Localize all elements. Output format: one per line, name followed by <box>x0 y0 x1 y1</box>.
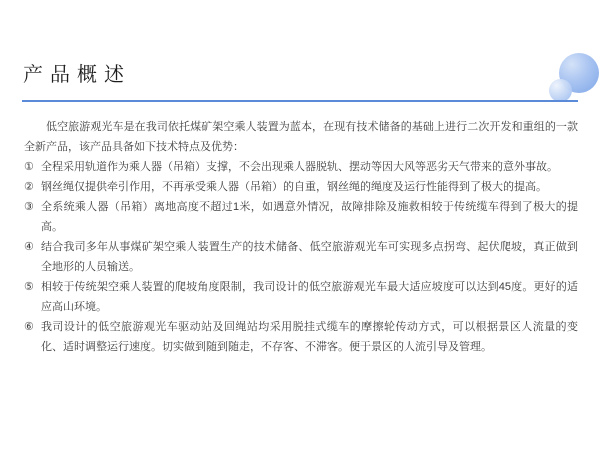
feature-item-6 <box>24 317 578 357</box>
feature-text: 全程采用轨道作为乘人器（吊箱）支撑，不会出现乘人器脱轨、摆动等因大风等恶劣天气带来的意外事故。 <box>41 161 558 173</box>
decor-circle-small-icon <box>549 79 572 102</box>
feature-number: ⑤ <box>24 281 34 293</box>
title-underline <box>22 100 578 102</box>
intro-paragraph: 低空旅游观光车是在我司依托煤矿架空乘人装置为蓝本，在现有技术储备的基础上进行二次开发和重组的一款全新产品，该产品具备如下技术特点及优势： <box>24 121 578 153</box>
feature-text: 全系统乘人器（吊箱）离地高度不超过1米，如遇意外情况，故障排除及施救相较于传统缆车得到了极大的提高。 <box>41 201 578 233</box>
feature-item-2 <box>24 177 578 197</box>
feature-item-3 <box>24 197 578 237</box>
feature-text: 结合我司多年从事煤矿架空乘人装置生产的技术储备、低空旅游观光车可实现多点拐弯、起伏爬坡，真正做到全地形的人员输送。 <box>41 241 578 273</box>
feature-item-4 <box>24 237 578 277</box>
slide-body <box>24 117 578 357</box>
feature-number: ③ <box>24 201 34 213</box>
feature-item-1 <box>24 157 578 177</box>
feature-number: ① <box>24 161 34 173</box>
feature-text: 钢丝绳仅提供牵引作用，不再承受乘人器（吊箱）的自重，钢丝绳的绳度及运行性能得到了极大的提高。 <box>41 181 547 193</box>
feature-text: 我司设计的低空旅游观光车驱动站及回绳站均采用脱挂式缆车的摩擦轮传动方式，可以根据景区人流量的变化、适时调整运行速度。切实做到随到随走，不存客、不滞客。便于景区的人流引导及管理。 <box>41 321 578 353</box>
feature-item-5 <box>24 277 578 317</box>
feature-number: ④ <box>24 241 34 253</box>
feature-text: 相较于传统架空乘人装置的爬坡角度限制，我司设计的低空旅游观光车最大适应坡度可以达到45度。更好的适应高山环境。 <box>41 281 578 313</box>
feature-number: ② <box>24 181 34 193</box>
feature-number: ⑥ <box>24 321 34 333</box>
page-title: 产品概述 <box>23 64 131 86</box>
